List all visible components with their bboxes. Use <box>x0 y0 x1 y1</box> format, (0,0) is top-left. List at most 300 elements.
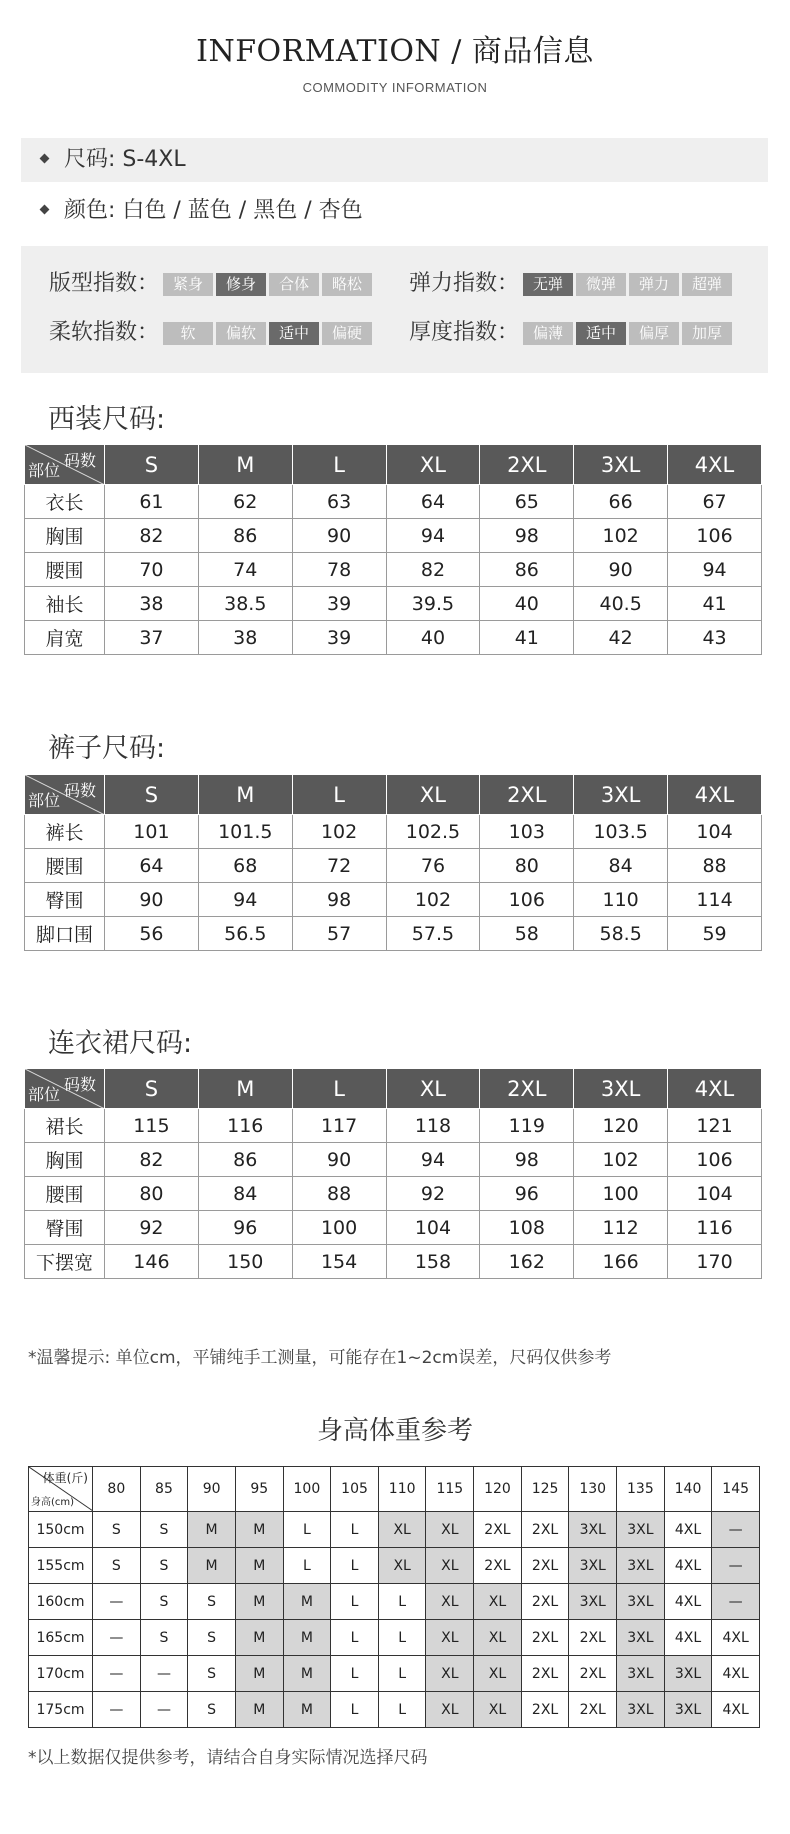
size-suggestion-cell: M <box>188 1512 236 1548</box>
size-suggestion-cell: L <box>283 1512 331 1548</box>
table-row <box>25 849 762 883</box>
value-cell: 64 <box>386 485 480 519</box>
size-suggestion-cell: — <box>712 1548 760 1584</box>
size-suggestion-cell: 3XL <box>617 1512 665 1548</box>
size-suggestion-cell: L <box>283 1548 331 1584</box>
row-label-cell: 胸围 <box>25 1143 105 1177</box>
fit-index <box>49 269 375 299</box>
ref-corner-weight-label: 体重(斤) <box>42 1471 88 1485</box>
size-suggestion-cell: L <box>378 1692 426 1728</box>
value-cell: 98 <box>480 1143 574 1177</box>
value-cell: 108 <box>480 1211 574 1245</box>
value-cell: 88 <box>668 849 762 883</box>
value-cell: 58.5 <box>574 917 668 951</box>
size-suggestion-cell: XL <box>474 1620 522 1656</box>
value-cell: 94 <box>386 1143 480 1177</box>
elastic-option-chip: 超弹 <box>682 273 732 296</box>
row-label-cell: 脚口围 <box>25 917 105 951</box>
weight-header-cell: 145 <box>712 1467 760 1512</box>
size-suggestion-cell: 3XL <box>617 1620 665 1656</box>
size-header-cell: S <box>105 775 199 815</box>
size-suggestion-cell: S <box>140 1584 188 1620</box>
table-corner-cell <box>25 775 105 815</box>
value-cell: 38 <box>198 621 292 655</box>
ref-row <box>29 1548 760 1584</box>
size-suggestion-cell: — <box>93 1692 141 1728</box>
size-suggestion-cell: L <box>331 1620 379 1656</box>
weight-header-cell: 125 <box>521 1467 569 1512</box>
weight-header-cell: 130 <box>569 1467 617 1512</box>
weight-header-cell: 120 <box>474 1467 522 1512</box>
row-label-cell: 裤长 <box>25 815 105 849</box>
thick-option-chip: 加厚 <box>682 322 732 345</box>
size-suggestion-cell: XL <box>378 1548 426 1584</box>
reference-title: 身高体重参考 <box>316 1416 473 1446</box>
value-cell: 162 <box>480 1245 574 1279</box>
value-cell: 96 <box>198 1211 292 1245</box>
pants-size-table <box>24 774 762 951</box>
value-cell: 166 <box>574 1245 668 1279</box>
size-header-cell: M <box>198 445 292 485</box>
height-label-cell: 165cm <box>29 1620 93 1656</box>
value-cell: 86 <box>198 1143 292 1177</box>
size-suggestion-cell: 4XL <box>712 1656 760 1692</box>
size-suggestion-cell: S <box>188 1692 236 1728</box>
table-header-row <box>25 775 762 815</box>
size-suggestion-cell: 4XL <box>664 1584 712 1620</box>
thick-option-chip: 适中 <box>576 322 626 345</box>
value-cell: 56.5 <box>198 917 292 951</box>
ref-header-row <box>29 1467 760 1512</box>
size-suggestion-cell: S <box>140 1512 188 1548</box>
row-label-cell: 腰围 <box>25 553 105 587</box>
value-cell: 70 <box>105 553 199 587</box>
row-label-cell: 衣长 <box>25 485 105 519</box>
size-suggestion-cell: 2XL <box>521 1548 569 1584</box>
value-cell: 146 <box>105 1245 199 1279</box>
row-label-cell: 袖长 <box>25 587 105 621</box>
weight-header-cell: 100 <box>283 1467 331 1512</box>
height-label-cell: 155cm <box>29 1548 93 1584</box>
size-suggestion-cell: — <box>712 1512 760 1548</box>
value-cell: 104 <box>386 1211 480 1245</box>
value-cell: 38.5 <box>198 587 292 621</box>
size-suggestion-cell: L <box>331 1656 379 1692</box>
value-cell: 116 <box>198 1109 292 1143</box>
row-label-cell: 下摆宽 <box>25 1245 105 1279</box>
size-suggestion-cell: — <box>93 1620 141 1656</box>
size-suggestion-cell: 4XL <box>664 1620 712 1656</box>
value-cell: 90 <box>292 1143 386 1177</box>
soft-option-chip: 偏软 <box>216 322 266 345</box>
value-cell: 82 <box>386 553 480 587</box>
ref-row <box>29 1584 760 1620</box>
value-cell: 98 <box>292 883 386 917</box>
corner-part-label: 部位 <box>28 1085 61 1104</box>
value-cell: 90 <box>574 553 668 587</box>
corner-part-label: 部位 <box>28 461 61 480</box>
value-cell: 84 <box>574 849 668 883</box>
soft-index-label: 柔软指数： <box>49 320 160 345</box>
weight-header-cell: 80 <box>93 1467 141 1512</box>
size-suggestion-cell: — <box>712 1584 760 1620</box>
reference-note: *以上数据仅提供参考，请结合自身实际情况选择尺码 <box>28 1748 428 1768</box>
value-cell: 106 <box>480 883 574 917</box>
table-corner-cell <box>25 1069 105 1109</box>
size-suggestion-cell: 3XL <box>617 1584 665 1620</box>
elastic-index <box>409 269 735 299</box>
size-suggestion-cell: XL <box>426 1584 474 1620</box>
table-header-row <box>25 445 762 485</box>
size-suggestion-cell: XL <box>474 1584 522 1620</box>
fit-index-label: 版型指数： <box>49 271 160 296</box>
size-suggestion-cell: 2XL <box>474 1512 522 1548</box>
size-header-cell: XL <box>386 445 480 485</box>
elastic-index-label: 弹力指数： <box>409 271 520 296</box>
value-cell: 150 <box>198 1245 292 1279</box>
size-suggestion-cell: M <box>283 1584 331 1620</box>
value-cell: 88 <box>292 1177 386 1211</box>
size-suggestion-cell: 2XL <box>521 1656 569 1692</box>
value-cell: 80 <box>480 849 574 883</box>
size-suggestion-cell: L <box>331 1584 379 1620</box>
value-cell: 57.5 <box>386 917 480 951</box>
table-row <box>25 883 762 917</box>
size-suggestion-cell: 4XL <box>664 1548 712 1584</box>
size-suggestion-cell: S <box>188 1620 236 1656</box>
size-header-cell: 2XL <box>480 445 574 485</box>
value-cell: 101.5 <box>198 815 292 849</box>
corner-size-label: 码数 <box>63 781 96 800</box>
size-suggestion-cell: L <box>378 1620 426 1656</box>
size-header-cell: 4XL <box>668 445 762 485</box>
value-cell: 76 <box>386 849 480 883</box>
size-header-cell: L <box>292 1069 386 1109</box>
value-cell: 86 <box>198 519 292 553</box>
table-row <box>25 917 762 951</box>
size-header-cell: 4XL <box>668 1069 762 1109</box>
row-label-cell: 臀围 <box>25 1211 105 1245</box>
fit-option-chip: 略松 <box>322 273 372 296</box>
weight-header-cell: 110 <box>378 1467 426 1512</box>
size-header-cell: 3XL <box>574 1069 668 1109</box>
size-suggestion-cell: XL <box>426 1548 474 1584</box>
soft-index <box>49 318 375 348</box>
value-cell: 66 <box>574 485 668 519</box>
row-label-cell: 臀围 <box>25 883 105 917</box>
pants-size-title: 裤子尺码: <box>48 733 166 764</box>
value-cell: 43 <box>668 621 762 655</box>
table-row <box>25 1211 762 1245</box>
row-label-cell: 胸围 <box>25 519 105 553</box>
size-info-row <box>21 138 768 182</box>
size-header-cell: 3XL <box>574 775 668 815</box>
value-cell: 39 <box>292 587 386 621</box>
size-suggestion-cell: M <box>188 1548 236 1584</box>
diamond-bullet-icon <box>40 153 50 163</box>
size-header-cell: 2XL <box>480 775 574 815</box>
ref-row <box>29 1620 760 1656</box>
value-cell: 154 <box>292 1245 386 1279</box>
size-suggestion-cell: XL <box>426 1692 474 1728</box>
value-cell: 103.5 <box>574 815 668 849</box>
size-suggestion-cell: 2XL <box>521 1512 569 1548</box>
elastic-option-chip: 无弹 <box>523 273 573 296</box>
value-cell: 82 <box>105 1143 199 1177</box>
size-suggestion-cell: XL <box>474 1692 522 1728</box>
size-suggestion-cell: 3XL <box>617 1548 665 1584</box>
size-suggestion-cell: XL <box>378 1512 426 1548</box>
ref-corner-cell <box>29 1467 93 1512</box>
suit-size-table <box>24 444 762 655</box>
value-cell: 82 <box>105 519 199 553</box>
value-cell: 118 <box>386 1109 480 1143</box>
height-label-cell: 170cm <box>29 1656 93 1692</box>
value-cell: 103 <box>480 815 574 849</box>
size-header-cell: L <box>292 445 386 485</box>
value-cell: 84 <box>198 1177 292 1211</box>
value-cell: 170 <box>668 1245 762 1279</box>
size-suggestion-cell: 2XL <box>521 1620 569 1656</box>
size-suggestion-cell: XL <box>426 1512 474 1548</box>
size-suggestion-cell: 2XL <box>569 1692 617 1728</box>
size-suggestion-cell: M <box>235 1692 283 1728</box>
elastic-option-chip: 微弹 <box>576 273 626 296</box>
ref-row <box>29 1692 760 1728</box>
size-header-cell: 4XL <box>668 775 762 815</box>
value-cell: 42 <box>574 621 668 655</box>
size-suggestion-cell: XL <box>426 1620 474 1656</box>
value-cell: 116 <box>668 1211 762 1245</box>
value-cell: 94 <box>668 553 762 587</box>
thick-index-label: 厚度指数： <box>409 320 520 345</box>
size-header-cell: L <box>292 775 386 815</box>
value-cell: 104 <box>668 1177 762 1211</box>
size-suggestion-cell: 3XL <box>664 1692 712 1728</box>
value-cell: 158 <box>386 1245 480 1279</box>
value-cell: 61 <box>105 485 199 519</box>
row-label-cell: 肩宽 <box>25 621 105 655</box>
value-cell: 98 <box>480 519 574 553</box>
value-cell: 110 <box>574 883 668 917</box>
size-suggestion-cell: S <box>93 1512 141 1548</box>
value-cell: 74 <box>198 553 292 587</box>
dress-size-table <box>24 1068 762 1279</box>
soft-option-chip: 适中 <box>269 322 319 345</box>
size-suggestion-cell: M <box>235 1512 283 1548</box>
table-row <box>25 621 762 655</box>
value-cell: 94 <box>386 519 480 553</box>
size-suggestion-cell: 3XL <box>569 1584 617 1620</box>
size-suggestion-cell: 4XL <box>712 1620 760 1656</box>
table-row <box>25 1177 762 1211</box>
header <box>0 34 790 95</box>
value-cell: 63 <box>292 485 386 519</box>
suit-size-title: 西装尺码: <box>48 404 166 435</box>
size-suggestion-cell: M <box>235 1548 283 1584</box>
value-cell: 90 <box>292 519 386 553</box>
table-row <box>25 519 762 553</box>
row-label-cell: 腰围 <box>25 1177 105 1211</box>
size-suggestion-cell: L <box>378 1584 426 1620</box>
table-row <box>25 485 762 519</box>
weight-header-cell: 95 <box>235 1467 283 1512</box>
value-cell: 100 <box>292 1211 386 1245</box>
size-info-text: 尺码: S-4XL <box>64 147 186 172</box>
color-info-row <box>21 189 768 233</box>
weight-header-cell: 115 <box>426 1467 474 1512</box>
fit-option-chip: 合体 <box>269 273 319 296</box>
value-cell: 92 <box>105 1211 199 1245</box>
value-cell: 57 <box>292 917 386 951</box>
size-suggestion-cell: XL <box>426 1656 474 1692</box>
thick-option-chip: 偏厚 <box>629 322 679 345</box>
size-suggestion-cell: S <box>140 1620 188 1656</box>
value-cell: 39 <box>292 621 386 655</box>
value-cell: 38 <box>105 587 199 621</box>
size-suggestion-cell: M <box>283 1620 331 1656</box>
value-cell: 92 <box>386 1177 480 1211</box>
size-suggestion-cell: — <box>93 1656 141 1692</box>
height-label-cell: 175cm <box>29 1692 93 1728</box>
size-suggestion-cell: 2XL <box>569 1656 617 1692</box>
page-subtitle: COMMODITY INFORMATION <box>302 80 488 95</box>
index-panel <box>21 246 768 373</box>
value-cell: 78 <box>292 553 386 587</box>
value-cell: 106 <box>668 1143 762 1177</box>
size-header-cell: M <box>198 775 292 815</box>
value-cell: 62 <box>198 485 292 519</box>
diamond-bullet-icon <box>40 204 50 214</box>
size-header-cell: S <box>105 445 199 485</box>
size-suggestion-cell: S <box>188 1584 236 1620</box>
value-cell: 65 <box>480 485 574 519</box>
value-cell: 41 <box>668 587 762 621</box>
size-suggestion-cell: 3XL <box>617 1656 665 1692</box>
value-cell: 67 <box>668 485 762 519</box>
size-suggestion-cell: M <box>235 1620 283 1656</box>
value-cell: 102 <box>292 815 386 849</box>
value-cell: 102.5 <box>386 815 480 849</box>
value-cell: 121 <box>668 1109 762 1143</box>
value-cell: 120 <box>574 1109 668 1143</box>
size-suggestion-cell: 2XL <box>521 1584 569 1620</box>
size-suggestion-cell: S <box>93 1548 141 1584</box>
value-cell: 119 <box>480 1109 574 1143</box>
table-corner-cell <box>25 445 105 485</box>
ref-row <box>29 1656 760 1692</box>
size-suggestion-cell: — <box>140 1656 188 1692</box>
size-suggestion-cell: 3XL <box>569 1548 617 1584</box>
dress-size-title: 连衣裙尺码: <box>48 1028 193 1059</box>
size-suggestion-cell: M <box>283 1656 331 1692</box>
size-suggestion-cell: 3XL <box>569 1512 617 1548</box>
value-cell: 64 <box>105 849 199 883</box>
size-suggestion-cell: 4XL <box>712 1692 760 1728</box>
value-cell: 80 <box>105 1177 199 1211</box>
size-suggestion-cell: 2XL <box>569 1620 617 1656</box>
page-title: INFORMATION / 商品信息 <box>196 34 594 69</box>
row-label-cell: 裙长 <box>25 1109 105 1143</box>
value-cell: 96 <box>480 1177 574 1211</box>
table-row <box>25 1245 762 1279</box>
value-cell: 101 <box>105 815 199 849</box>
value-cell: 102 <box>574 519 668 553</box>
table-row <box>25 815 762 849</box>
value-cell: 40.5 <box>574 587 668 621</box>
fit-option-chip: 紧身 <box>163 273 213 296</box>
size-suggestion-cell: S <box>188 1656 236 1692</box>
size-suggestion-cell: M <box>235 1656 283 1692</box>
size-suggestion-cell: L <box>331 1692 379 1728</box>
size-suggestion-cell: L <box>331 1548 379 1584</box>
size-suggestion-cell: M <box>235 1584 283 1620</box>
ref-row <box>29 1512 760 1548</box>
value-cell: 90 <box>105 883 199 917</box>
corner-size-label: 码数 <box>63 1075 96 1094</box>
measurement-note: *温馨提示: 单位cm，平铺纯手工测量，可能存在1~2cm误差，尺码仅供参考 <box>28 1348 612 1368</box>
value-cell: 102 <box>574 1143 668 1177</box>
weight-header-cell: 105 <box>331 1467 379 1512</box>
size-suggestion-cell: 2XL <box>521 1692 569 1728</box>
weight-header-cell: 90 <box>188 1467 236 1512</box>
value-cell: 40 <box>386 621 480 655</box>
size-suggestion-cell: M <box>283 1692 331 1728</box>
value-cell: 68 <box>198 849 292 883</box>
size-suggestion-cell: — <box>140 1692 188 1728</box>
size-suggestion-cell: XL <box>474 1656 522 1692</box>
weight-header-cell: 135 <box>617 1467 665 1512</box>
color-info-text: 颜色: 白色 / 蓝色 / 黑色 / 杏色 <box>64 198 363 223</box>
value-cell: 114 <box>668 883 762 917</box>
thick-option-chip: 偏薄 <box>523 322 573 345</box>
size-header-cell: 3XL <box>574 445 668 485</box>
fit-option-chip: 修身 <box>216 273 266 296</box>
value-cell: 59 <box>668 917 762 951</box>
size-header-cell: XL <box>386 1069 480 1109</box>
value-cell: 94 <box>198 883 292 917</box>
size-header-cell: XL <box>386 775 480 815</box>
size-suggestion-cell: — <box>93 1584 141 1620</box>
ref-corner-height-label: 身高(cm) <box>31 1497 75 1508</box>
value-cell: 40 <box>480 587 574 621</box>
value-cell: 86 <box>480 553 574 587</box>
table-row <box>25 1143 762 1177</box>
soft-option-chip: 偏硬 <box>322 322 372 345</box>
height-label-cell: 150cm <box>29 1512 93 1548</box>
value-cell: 58 <box>480 917 574 951</box>
height-label-cell: 160cm <box>29 1584 93 1620</box>
table-header-row <box>25 1069 762 1109</box>
value-cell: 41 <box>480 621 574 655</box>
size-suggestion-cell: S <box>140 1548 188 1584</box>
size-suggestion-cell: 4XL <box>664 1512 712 1548</box>
elastic-option-chip: 弹力 <box>629 273 679 296</box>
value-cell: 112 <box>574 1211 668 1245</box>
size-suggestion-cell: L <box>378 1656 426 1692</box>
size-header-cell: 2XL <box>480 1069 574 1109</box>
value-cell: 100 <box>574 1177 668 1211</box>
value-cell: 104 <box>668 815 762 849</box>
size-suggestion-cell: 3XL <box>664 1656 712 1692</box>
value-cell: 102 <box>386 883 480 917</box>
size-suggestion-cell: 3XL <box>617 1692 665 1728</box>
weight-header-cell: 140 <box>664 1467 712 1512</box>
table-row <box>25 1109 762 1143</box>
value-cell: 56 <box>105 917 199 951</box>
size-suggestion-cell: L <box>331 1512 379 1548</box>
height-weight-table <box>28 1466 760 1728</box>
